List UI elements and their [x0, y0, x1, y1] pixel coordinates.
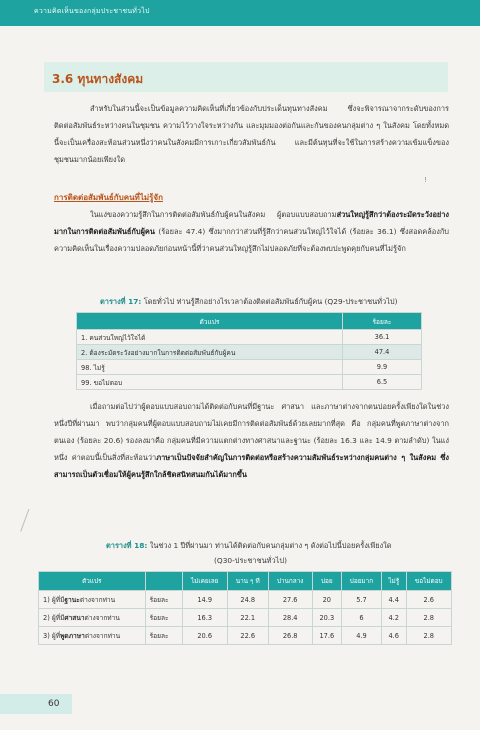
- table18-header-dont-know: ไม่รู้: [381, 572, 406, 591]
- cell-very-often: 5.7: [341, 591, 381, 609]
- table-row: [77, 330, 422, 345]
- row-label: 1. คนส่วนใหญ่ไว้ใจได้: [77, 330, 343, 345]
- header-bar: [0, 0, 480, 26]
- row-value: 47.4: [343, 345, 422, 360]
- table-row: [77, 375, 422, 390]
- table17-header-percent: ร้อยละ: [343, 313, 422, 330]
- table18-header-very-often: บ่อยมาก: [341, 572, 381, 591]
- row-label-post: ต่างจากท่าน: [84, 632, 121, 640]
- margin-scribble: [20, 509, 39, 535]
- cell-never: 14.9: [182, 591, 227, 609]
- section-title: 3.6 ทุนทางสังคม: [52, 72, 144, 86]
- row-value: 9.9: [343, 360, 422, 375]
- cell-sometimes: 27.6: [268, 591, 312, 609]
- running-title: ความคิดเห็นของกลุ่มประชาชนทั่วไป: [34, 7, 150, 15]
- table-row: [77, 360, 422, 375]
- table18-header-variable: ตัวแปร: [39, 572, 146, 591]
- table18-caption: [106, 540, 392, 552]
- row-unit: ร้อยละ: [145, 609, 182, 627]
- row-value: 36.1: [343, 330, 422, 345]
- table18-caption-text: ในช่วง 1 ปีที่ผ่านมา ท่านได้ติดต่อกับคนกลุ่มต่าง ๆ ดังต่อไปนี้บ่อยครั้งเพียงใด: [147, 541, 392, 550]
- stray-mark: !: [424, 176, 427, 184]
- table-row: [39, 627, 452, 645]
- contact-paragraph-emphasis-2: ซึ่งสามารถเป็นตัวเชื่อมให้ผู้คนรู้สึกใกล้ชิดสนิทสนมกันได้มากขึ้น: [54, 453, 449, 479]
- row-unit: ร้อยละ: [145, 627, 182, 645]
- cell-very-often: 6: [341, 609, 381, 627]
- cell-no-answer: 2.8: [406, 627, 451, 645]
- table18-caption-line2: (Q30-ประชาชนทั่วไป): [214, 556, 287, 565]
- row-label-post: ต่างจากท่าน: [84, 614, 120, 622]
- table17-caption-text: โดยทั่วไป ท่านรู้สึกอย่างไรเวลาต้องติดต่อสัมพันธ์กับผู้คน (Q29-ประชาชนทั่วไป): [141, 297, 398, 306]
- contact-paragraph-emphasis: ภาษาเป็นปัจจัยสำคัญในการติดต่อหรือสร้างความสัมพันธ์ระหว่างกลุ่มคนต่าง ๆ ในสังคม: [156, 453, 437, 462]
- row-label: [39, 627, 146, 645]
- row-label-bold: ศาสนา: [64, 614, 85, 622]
- cell-very-often: 4.9: [341, 627, 381, 645]
- table-row: [39, 591, 452, 609]
- cell-dont-know: 4.2: [381, 609, 406, 627]
- cell-often: 17.6: [312, 627, 341, 645]
- table18-header-never: ไม่เคยเลย: [182, 572, 227, 591]
- table-row: [77, 345, 422, 360]
- row-label: [39, 591, 146, 609]
- contact-paragraph-lead: เมื่อถามต่อไปว่าผู้ตอบแบบสอบถามได้ติดต่อกับคนที่มีฐานะ ศาสนา และภาษาต่างจากตนบ่อยครั้งเพียงใดในช่วงหนึ่งปีที่ผ่านมา พบว่ากลุ่มคนที่ผู้ตอบแบบสอบถามไม่เคยมีการติดต่อสัมพันธ์ด้วยเลยมากที่สุด คือ กลุ่มคนที่พูดภาษาต่างจากตนเอง (ร้อยละ 20.6) รองลงมาคือ กลุ่มคนที่มีความแตกต่างทางศาสนาและฐานะ (ร้อยละ 16.3 และ 14.9 ตามลำดับ) ในแง่หนึ่ง ค่าตอบนี้เป็นสิ่งที่สะท้อนว่า: [54, 402, 449, 462]
- cell-no-answer: 2.6: [406, 591, 451, 609]
- cell-rarely: 22.1: [227, 609, 268, 627]
- trust-paragraph-emphasis: ส่วนใหญ่รู้สึกว่าต้องระมัดระวังอย่างมากในการติดต่อสัมพันธ์กับผู้คน: [54, 210, 449, 236]
- subsection-title: การติดต่อสัมพันธ์กับคนที่ไม่รู้จัก: [54, 193, 163, 202]
- trust-paragraph: [54, 206, 449, 257]
- cell-often: 20.3: [312, 609, 341, 627]
- table18-header-no-answer: ขอไม่ตอบ: [406, 572, 451, 591]
- section-heading-band: [44, 62, 448, 92]
- row-unit: ร้อยละ: [145, 591, 182, 609]
- row-label: [39, 609, 146, 627]
- trust-paragraph-rest: (ร้อยละ 47.4) ซึ่งมากกว่าส่วนที่รู้สึกว่าคนส่วนใหญ่ไว้ใจได้ (ร้อยละ 36.1) ซึ่งสอดคล้องกับความคิดเห็นในเรื่องความปลอดภัยก่อนหน้านี้ที่ว่าคนส่วนใหญ่รู้สึกไม่ปลอดภัยที่จะต้องพบปะพูดคุยกับคนที่ไม่รู้จัก: [54, 227, 449, 253]
- row-value: 6.5: [343, 375, 422, 390]
- table17-caption: [100, 296, 398, 308]
- table17-label: ตารางที่ 17:: [100, 297, 142, 306]
- row-label: 2. ต้องระมัดระวังอย่างมากในการติดต่อสัมพันธ์กับผู้คน: [77, 345, 343, 360]
- trust-paragraph-lead: ในแง่ของความรู้สึกในการติดต่อสัมพันธ์กับผู้คนในสังคม ผู้ตอบแบบสอบถาม: [90, 210, 337, 219]
- table18-header-often: บ่อย: [312, 572, 341, 591]
- cell-never: 20.6: [182, 627, 227, 645]
- table-row: [39, 609, 452, 627]
- intro-paragraph: สำหรับในส่วนนี้จะเป็นข้อมูลความคิดเห็นที่เกี่ยวข้องกับประเด็นทุนทางสังคม ซึ่งจะพิจารณาจากระดับของการติดต่อสัมพันธ์ระหว่างคนในชุมชน ความไว้วางใจระหว่างกัน และมุมมองต่อกันและกันของคนกลุ่มต่าง ๆ ในสังคม โดยทั้งหมดนี้จะเป็นเครื่องสะท้อนส่วนหนึ่งว่าคนในสังคมมีการเกาะเกี่ยวสัมพันธ์กัน และมีต้นทุนที่จะใช้ในการสร้างความเข้มแข็งของชุมชนมากน้อยเพียงใด: [54, 104, 449, 164]
- row-label: 99. ขอไม่ตอบ: [77, 375, 343, 390]
- table18-header-sometimes: ปานกลาง: [268, 572, 312, 591]
- table-18: [38, 571, 452, 645]
- table18-header-rarely: นาน ๆ ที: [227, 572, 268, 591]
- row-label-bold: ฐานะ: [64, 596, 80, 604]
- row-label-pre: 1) ผู้ที่มี: [43, 596, 65, 604]
- table18-label: ตารางที่ 18:: [106, 541, 148, 550]
- page-number-band: [0, 694, 72, 714]
- cell-no-answer: 2.8: [406, 609, 451, 627]
- row-label-pre: 3) ผู้ที่: [43, 632, 61, 640]
- cell-rarely: 22.6: [227, 627, 268, 645]
- row-label-pre: 2) ผู้ที่มี: [43, 614, 65, 622]
- cell-dont-know: 4.6: [381, 627, 406, 645]
- row-label-bold: พูดภาษา: [60, 632, 85, 640]
- cell-often: 20: [312, 591, 341, 609]
- row-label: 98. ไม่รู้: [77, 360, 343, 375]
- table-17: [76, 312, 422, 390]
- cell-never: 16.3: [182, 609, 227, 627]
- table17-header-variable: ตัวแปร: [77, 313, 343, 330]
- cell-sometimes: 26.8: [268, 627, 312, 645]
- cell-dont-know: 4.4: [381, 591, 406, 609]
- table18-header-unit: [145, 572, 182, 591]
- cell-sometimes: 28.4: [268, 609, 312, 627]
- contact-paragraph: [54, 398, 449, 483]
- cell-rarely: 24.8: [227, 591, 268, 609]
- row-label-post: ต่างจากท่าน: [79, 596, 116, 604]
- page-number: 60: [48, 699, 60, 709]
